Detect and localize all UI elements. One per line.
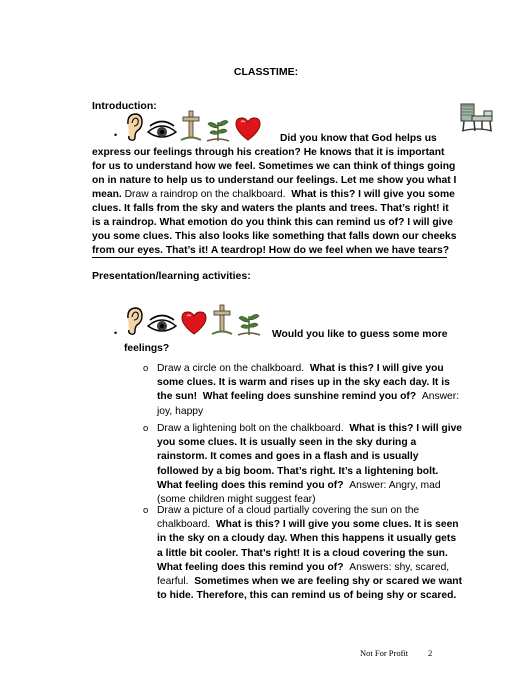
text-run: some clues. It is warm and rises up in the sky each day. It is — [157, 377, 450, 389]
text-run: Answer: — [421, 391, 460, 403]
text-run: Draw a circle on the chalkboard. — [157, 363, 310, 374]
presentation-heading: Presentation/learning activities: — [92, 270, 251, 282]
intro-icon-row — [124, 110, 262, 147]
intro-line-5-part-2: Draw a raindrop on the chalkboard. — [124, 189, 292, 200]
chair-icon — [460, 102, 494, 137]
sub-item-1-line-1 — [157, 362, 459, 376]
intro-line-8-text: you some clues. This also looks like something that falls down our cheeks — [92, 231, 457, 242]
sub-item-3-line-3 — [157, 532, 462, 546]
plant-icon — [205, 114, 231, 147]
page-title: CLASSTIME: — [233, 66, 299, 78]
presentation-icon-row — [124, 304, 262, 341]
text-run: followed by a big boom. That’s right. It’s a lightening bolt. — [157, 465, 439, 477]
sub-bullet-2: o — [143, 423, 149, 434]
sub-item-3-line-4 — [157, 547, 462, 561]
intro-line-2 — [92, 146, 444, 161]
intro-line-6-text: clues. It falls from the sky and waters the plants and trees. That’s right! it — [92, 203, 449, 214]
intro-line-5-part-3: What is this? I will give you some — [291, 189, 455, 200]
sub-item-3-line-6 — [157, 575, 462, 589]
text-run: (some children might suggest fear) — [157, 494, 316, 506]
intro-line-1 — [280, 132, 437, 147]
text-run: the sun! What feeling does sunshine remind you of? — [157, 391, 422, 403]
footer-note: Not For Profit — [360, 648, 409, 658]
sub-item-1-line-3 — [157, 390, 459, 404]
text-run: Draw a lightening bolt on the chalkboard. — [157, 423, 350, 434]
text-run: Draw a picture of a cloud partially covering the sun on the — [157, 505, 420, 516]
sub-item-3 — [157, 504, 462, 603]
text-run: Answers: shy, scared, — [349, 561, 450, 573]
intro-line-6 — [92, 202, 449, 217]
sub-item-3-line-5 — [157, 561, 462, 575]
presentation-line-1 — [272, 328, 447, 343]
text-run: to hide. Therefore, this can remind us of being shy or scared. — [157, 590, 457, 602]
sub-item-3-line-1 — [157, 504, 462, 518]
sub-item-2-line-4 — [157, 465, 462, 479]
sub-item-2-line-2 — [157, 436, 462, 450]
intro-line-3 — [92, 160, 455, 175]
text-run: What is this? I will give — [349, 423, 463, 434]
sub-bullet-1: o — [143, 363, 149, 374]
eye-icon — [147, 314, 177, 341]
intro-bullet: • — [114, 130, 118, 140]
heart-icon — [180, 310, 208, 341]
text-run: What feeling does this remind you of? — [157, 479, 350, 491]
page-number: 2 — [428, 648, 433, 658]
intro-line-4 — [92, 174, 456, 189]
intro-line-1-text: Did you know that God helps us — [280, 133, 437, 144]
intro-line-7 — [92, 216, 453, 231]
sub-item-2-line-5 — [157, 479, 462, 493]
text-run: What is this? I will give you — [309, 363, 444, 374]
ear-icon — [124, 112, 144, 147]
sub-item-3-line-7 — [157, 589, 462, 603]
sub-item-3-line-2 — [157, 518, 462, 532]
intro-line-9-text: from our eyes. That’s it! A teardrop! How do we feel when we have tears? — [92, 245, 450, 256]
intro-line-7-text: is a raindrop. What emotion do you think this can remind us of? I will give — [92, 217, 453, 228]
intro-line-2-text: express our feelings through his creation? He knows that it is important — [92, 147, 445, 158]
sub-item-2-line-1 — [157, 422, 462, 436]
text-run: in the sky on a cloudy day. When this happens it usually gets — [157, 533, 457, 545]
text-run: rainstorm. It comes and goes in a flash and is usually — [157, 451, 419, 463]
intro-line-8 — [92, 230, 457, 245]
intro-line-4-text: on in nature to help us to understand our feelings. Let me show you what I — [92, 175, 457, 186]
plant-icon — [236, 308, 262, 341]
section-divider — [92, 257, 447, 258]
text-run: joy, happy — [157, 405, 204, 417]
presentation-line-2 — [124, 342, 169, 357]
presentation-line-2-text: feelings? — [124, 343, 170, 354]
presentation-line-1-text: Would you like to guess some more — [272, 329, 448, 340]
cross-icon — [180, 110, 202, 147]
text-run: fearful. — [157, 576, 195, 588]
eye-icon — [147, 120, 177, 147]
sub-item-1-line-2 — [157, 376, 459, 390]
text-run: you some clues. It is usually seen in the sky during a — [157, 437, 417, 449]
heart-icon — [234, 116, 262, 147]
sub-bullet-3: o — [143, 505, 149, 516]
sub-item-2-line-3 — [157, 450, 462, 464]
sub-item-2 — [157, 422, 462, 507]
ear-icon — [124, 306, 144, 341]
intro-line-5-part-1: mean. — [92, 189, 125, 200]
cross-icon — [211, 304, 233, 341]
text-run: chalkboard. — [157, 519, 216, 531]
intro-line-5 — [92, 188, 455, 203]
introduction-heading: Introduction: — [92, 100, 157, 112]
text-run: What is this? I will give you some clues. It is seen — [215, 519, 459, 531]
text-run: a little bit cooler. That’s right! It is a cloud covering the sun. — [157, 547, 448, 559]
sub-item-1 — [157, 362, 459, 419]
intro-line-3-text: for us to understand how we feel. Sometimes we can think of things going — [92, 161, 456, 172]
sub-item-1-line-4 — [157, 405, 459, 419]
text-run: Answer: Angry, mad — [349, 479, 441, 491]
text-run: What feeling does this remind you of? — [157, 561, 350, 573]
presentation-bullet: • — [114, 328, 118, 338]
text-run: Sometimes when we are feeling shy or scared we want — [194, 576, 463, 588]
